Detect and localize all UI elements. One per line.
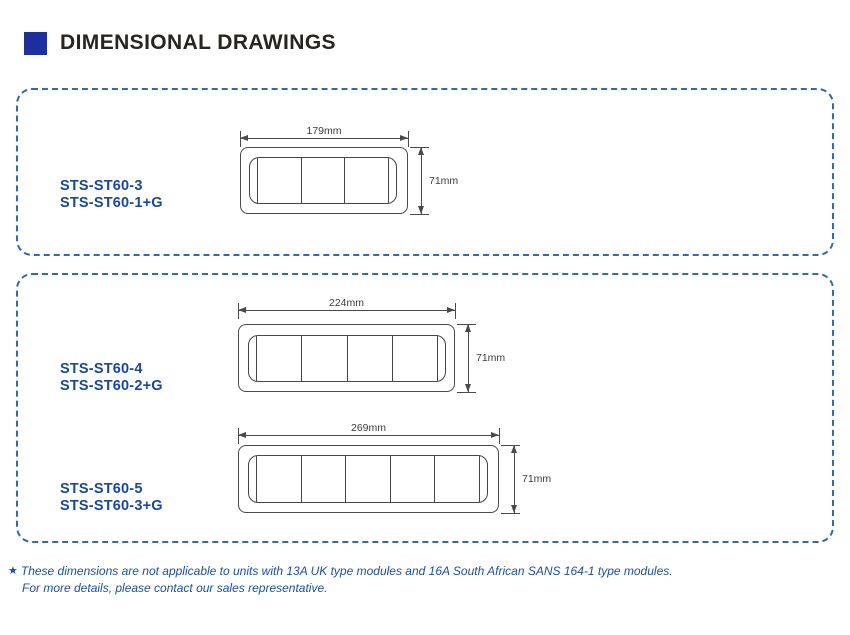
extension-tick (410, 214, 429, 215)
width-dimension-line (238, 297, 455, 311)
section-header (24, 31, 336, 55)
dimensional-drawing-st60-5 (238, 424, 568, 522)
module-cell (302, 456, 347, 502)
unit-outline (240, 147, 408, 214)
extension-tick (501, 445, 520, 446)
unit-outline (238, 324, 455, 392)
width-dimension-label: 179mm (303, 125, 344, 137)
extension-tick (501, 513, 520, 514)
model-name: STS-ST60-3 (60, 178, 143, 194)
extension-tick (238, 428, 239, 444)
extension-tick (240, 131, 241, 147)
footnote-line-2: For more details, please contact our sales representative. (22, 581, 328, 595)
extension-tick (410, 147, 429, 148)
width-dimension-label: 224mm (326, 297, 367, 309)
model-labels-st60-3 (60, 178, 163, 212)
model-labels-st60-4 (60, 361, 163, 395)
extension-tick (455, 303, 456, 319)
end-cap (437, 336, 445, 381)
height-dimension-label: 71mm (429, 175, 459, 187)
end-cap (479, 456, 487, 502)
page-title: DIMENSIONAL DRAWINGS (60, 31, 336, 54)
module-cell (391, 456, 436, 502)
module-area (248, 335, 446, 382)
extension-tick (499, 428, 500, 444)
height-dimension-line (468, 324, 469, 392)
dimensional-drawing-st60-4 (238, 297, 518, 399)
module-row (258, 158, 388, 203)
footnote-line-1: ★ These dimensions are not applicable to units with 13A UK type modules and 16A South African SANS 164-1 type modules. (8, 564, 673, 578)
model-name: STS-ST60-2+G (60, 378, 163, 394)
section-marker-square (24, 32, 47, 55)
module-cell (258, 158, 302, 203)
dimensional-drawing-st60-3 (240, 127, 470, 222)
module-cell (345, 158, 388, 203)
height-dimension-label: 71mm (476, 352, 506, 364)
module-cell (393, 336, 437, 381)
module-area (249, 157, 397, 204)
width-dimension-label: 269mm (348, 422, 389, 434)
module-cell (302, 336, 347, 381)
end-cap (249, 456, 257, 502)
star-icon: ★ (8, 565, 18, 577)
model-name: STS-ST60-4 (60, 361, 143, 377)
module-cell (346, 456, 391, 502)
height-dimension-label: 71mm (522, 473, 552, 485)
end-cap (388, 158, 396, 203)
width-dimension-line (238, 422, 499, 436)
width-dimension-line (240, 125, 408, 139)
model-name: STS-ST60-1+G (60, 195, 163, 211)
extension-tick (238, 303, 239, 319)
module-area (248, 455, 488, 503)
height-dimension-line (514, 445, 515, 513)
extension-tick (408, 131, 409, 147)
end-cap (249, 336, 257, 381)
footnote (8, 563, 673, 596)
module-cell (302, 158, 346, 203)
module-cell (257, 336, 302, 381)
module-row (257, 456, 479, 502)
model-name: STS-ST60-5 (60, 481, 143, 497)
module-cell (348, 336, 393, 381)
unit-outline (238, 445, 499, 513)
extension-tick (457, 392, 476, 393)
end-cap (250, 158, 258, 203)
height-dimension-line (421, 147, 422, 214)
module-cell (435, 456, 479, 502)
model-name: STS-ST60-3+G (60, 498, 163, 514)
module-cell (257, 456, 302, 502)
extension-tick (457, 324, 476, 325)
model-labels-st60-5 (60, 481, 163, 515)
module-row (257, 336, 437, 381)
